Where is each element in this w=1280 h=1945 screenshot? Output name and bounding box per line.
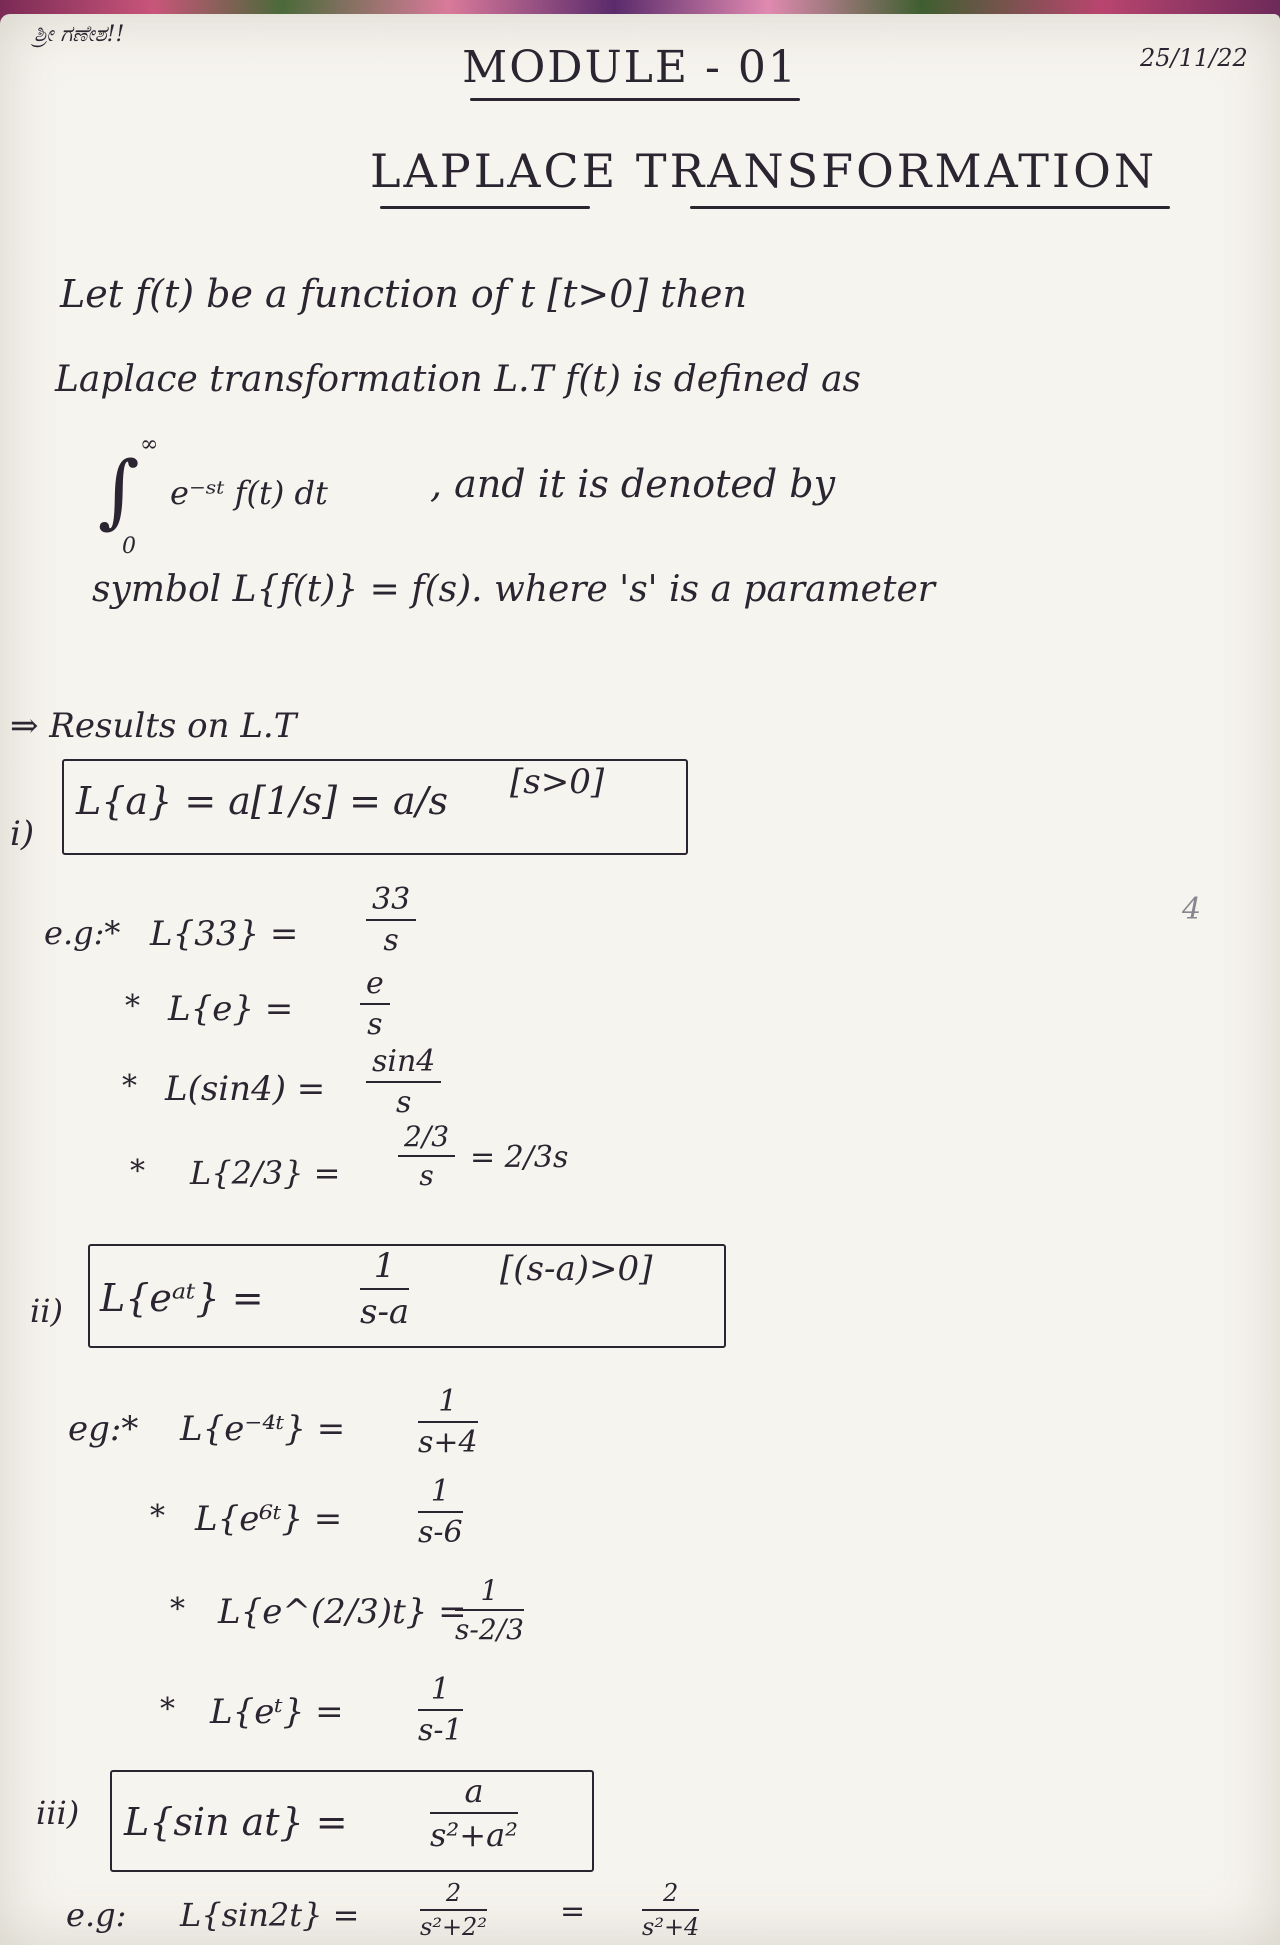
example-9-num: 2 — [420, 1879, 487, 1911]
integral-lower-limit: 0 — [122, 534, 136, 559]
integral-body: e⁻ˢᵗ f(t) dt — [170, 474, 328, 512]
example-3-lhs: L(sin4) = — [165, 1069, 326, 1109]
topic-underline-2 — [690, 206, 1170, 209]
example-2-prefix: * — [125, 989, 140, 1024]
example-8-den: s-1 — [418, 1713, 463, 1748]
example-3-prefix: * — [122, 1069, 137, 1104]
notebook-page — [0, 14, 1280, 1945]
integral-upper-limit: ∞ — [140, 432, 159, 457]
example-6-num: 1 — [418, 1474, 463, 1513]
definition-line-2: Laplace transformation L.T f(t) is defined as — [55, 359, 862, 400]
example-4-den: s — [419, 1159, 434, 1192]
example-4-rhs: = 2/3s — [470, 1140, 569, 1175]
integral-sign: ∫ — [98, 444, 140, 537]
example-6-den: s-6 — [418, 1515, 463, 1550]
definition-line-4: symbol L{f(t)} = f(s). where 's' is a parameter — [92, 569, 935, 610]
result-2-lhs: L{eᵃᵗ} = — [100, 1276, 264, 1320]
corner-note: ಶ್ರೀ ಗಣೇಶ!! — [34, 22, 125, 47]
example-1-fraction — [366, 882, 416, 958]
example-8-num: 1 — [418, 1672, 463, 1711]
example-5-lhs: L{e⁻⁴ᵗ} = — [180, 1409, 346, 1449]
topic-underline-1 — [380, 206, 590, 209]
module-title-underline — [470, 98, 800, 101]
example-7-prefix: * — [170, 1592, 185, 1627]
example-7-den: s-2/3 — [455, 1613, 524, 1646]
example-9-den-2: s²+4 — [642, 1913, 700, 1941]
example-5-prefix: eg:* — [68, 1409, 139, 1449]
margin-mark: 4 — [1182, 892, 1202, 927]
example-1-num: 33 — [366, 882, 416, 921]
example-9-equals: = — [560, 1894, 586, 1929]
example-2-num: e — [360, 966, 390, 1005]
topic-title: LAPLACE TRANSFORMATION — [370, 144, 1158, 198]
module-title: MODULE - 01 — [462, 42, 798, 93]
result-1-number: i) — [10, 814, 35, 854]
example-5-den: s+4 — [418, 1425, 478, 1460]
result-2-num: 1 — [360, 1246, 409, 1290]
example-5-num: 1 — [418, 1384, 478, 1423]
example-5-fraction — [418, 1384, 478, 1460]
result-3-number: iii) — [36, 1794, 80, 1832]
result-3-lhs: L{sin at} = — [124, 1800, 348, 1844]
example-1-prefix: e.g:* — [44, 914, 121, 952]
example-6-fraction — [418, 1474, 463, 1550]
example-4-fraction — [398, 1120, 455, 1192]
result-1-formula: L{a} = a[1/s] = a/s — [76, 779, 448, 823]
result-1-condition: [s>0] — [510, 762, 605, 802]
result-3-fraction — [430, 1772, 518, 1854]
example-9-prefix: e.g: — [66, 1896, 127, 1934]
example-4-lhs: L{2/3} = — [190, 1154, 341, 1192]
result-2-den: s-a — [360, 1292, 410, 1332]
example-6-lhs: L{e⁶ᵗ} = — [195, 1499, 343, 1539]
example-9-num-2: 2 — [642, 1879, 699, 1911]
example-7-num: 1 — [455, 1574, 524, 1611]
definition-line-1: Let f(t) be a function of t [t>0] then — [60, 272, 748, 316]
example-4-prefix: * — [130, 1154, 145, 1189]
example-1-den: s — [383, 923, 399, 958]
results-heading: ⇒ Results on L.T — [10, 706, 297, 746]
example-2-fraction — [360, 966, 390, 1042]
result-3-num: a — [430, 1772, 518, 1814]
example-4-num: 2/3 — [398, 1120, 455, 1157]
date: 25/11/22 — [1140, 44, 1248, 72]
example-9-fraction-2 — [642, 1879, 699, 1941]
example-6-prefix: * — [150, 1499, 165, 1534]
result-2-fraction — [360, 1246, 409, 1332]
example-7-lhs: L{e^(2/3)t} = — [218, 1592, 467, 1632]
example-3-fraction — [366, 1044, 441, 1120]
example-8-prefix: * — [160, 1692, 175, 1727]
example-8-fraction — [418, 1672, 463, 1748]
example-3-num: sin4 — [366, 1044, 441, 1083]
example-9-lhs: L{sin2t} = — [180, 1896, 360, 1934]
definition-line-3: , and it is denoted by — [430, 462, 836, 506]
example-8-lhs: L{eᵗ} = — [210, 1692, 344, 1732]
example-7-fraction — [455, 1574, 524, 1646]
example-9-fraction — [420, 1879, 487, 1941]
result-2-number: ii) — [30, 1292, 63, 1330]
example-2-den: s — [367, 1007, 383, 1042]
example-1-lhs: L{33} = — [150, 914, 299, 954]
example-3-den: s — [396, 1085, 412, 1120]
example-9-den: s²+2² — [420, 1913, 487, 1941]
result-2-condition: [(s-a)>0] — [500, 1249, 653, 1289]
result-3-den: s²+a² — [430, 1816, 518, 1854]
example-2-lhs: L{e} = — [168, 989, 294, 1029]
